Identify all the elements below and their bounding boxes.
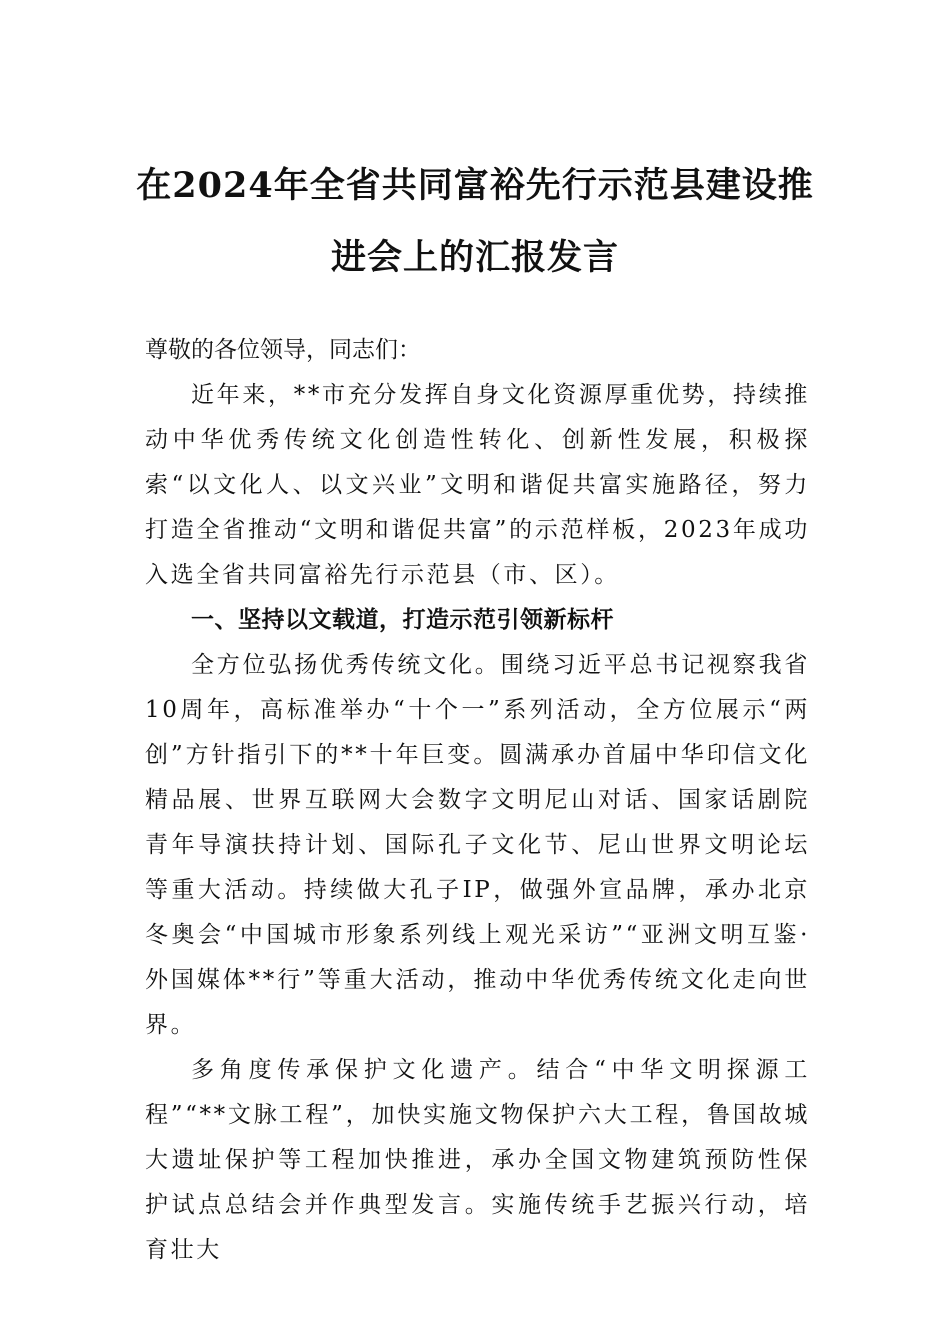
title-line-2: 进会上的汇报发言 — [330, 237, 619, 278]
document-body — [145, 328, 810, 1273]
paragraph-culture-promotion: 全方位弘扬优秀传统文化。围绕习近平总书记视察我省10周年，高标准举办“十个一”系列活动，全方位展示“两创”方针指引下的**十年巨变。圆满承办首届中华印信文化精品展、世界互联网大会数字文明尼山对话、国家话剧院青年导演扶持计划、国际孔子文化节、尼山世界文明论坛等重大活动。持续做大孔子IP，做强外宣品牌，承办北京冬奥会“中国城市形象系列线上观光采访”“亚洲文明互鉴·外国媒体**行”等重大活动，推动中华优秀传统文化走向世界。 — [145, 652, 810, 1038]
section-heading-1: 一、坚持以文载道，打造示范引领新标杆 — [191, 607, 614, 633]
salutation: 尊敬的各位领导，同志们： — [145, 337, 421, 363]
document-title — [120, 150, 830, 294]
intro-paragraph: 近年来，**市充分发挥自身文化资源厚重优势，持续推动中华优秀传统文化创造性转化、创新性发展，积极探索“以文化人、以文兴业”文明和谐促共富实施路径，努力打造全省推动“文明和谐促共富”的示范样板，2023年成功入选全省共同富裕先行示范县（市、区）。 — [145, 382, 810, 588]
paragraph-heritage-protection: 多角度传承保护文化遗产。结合“中华文明探源工程”“**文脉工程”，加快实施文物保护六大工程，鲁国故城大遗址保护等工程加快推进，承办全国文物建筑预防性保护试点总结会并作典型发言。实施传统手艺振兴行动，培育壮大 — [145, 1057, 810, 1263]
title-line-1: 在2024年全省共同富裕先行示范县建设推 — [136, 165, 814, 206]
